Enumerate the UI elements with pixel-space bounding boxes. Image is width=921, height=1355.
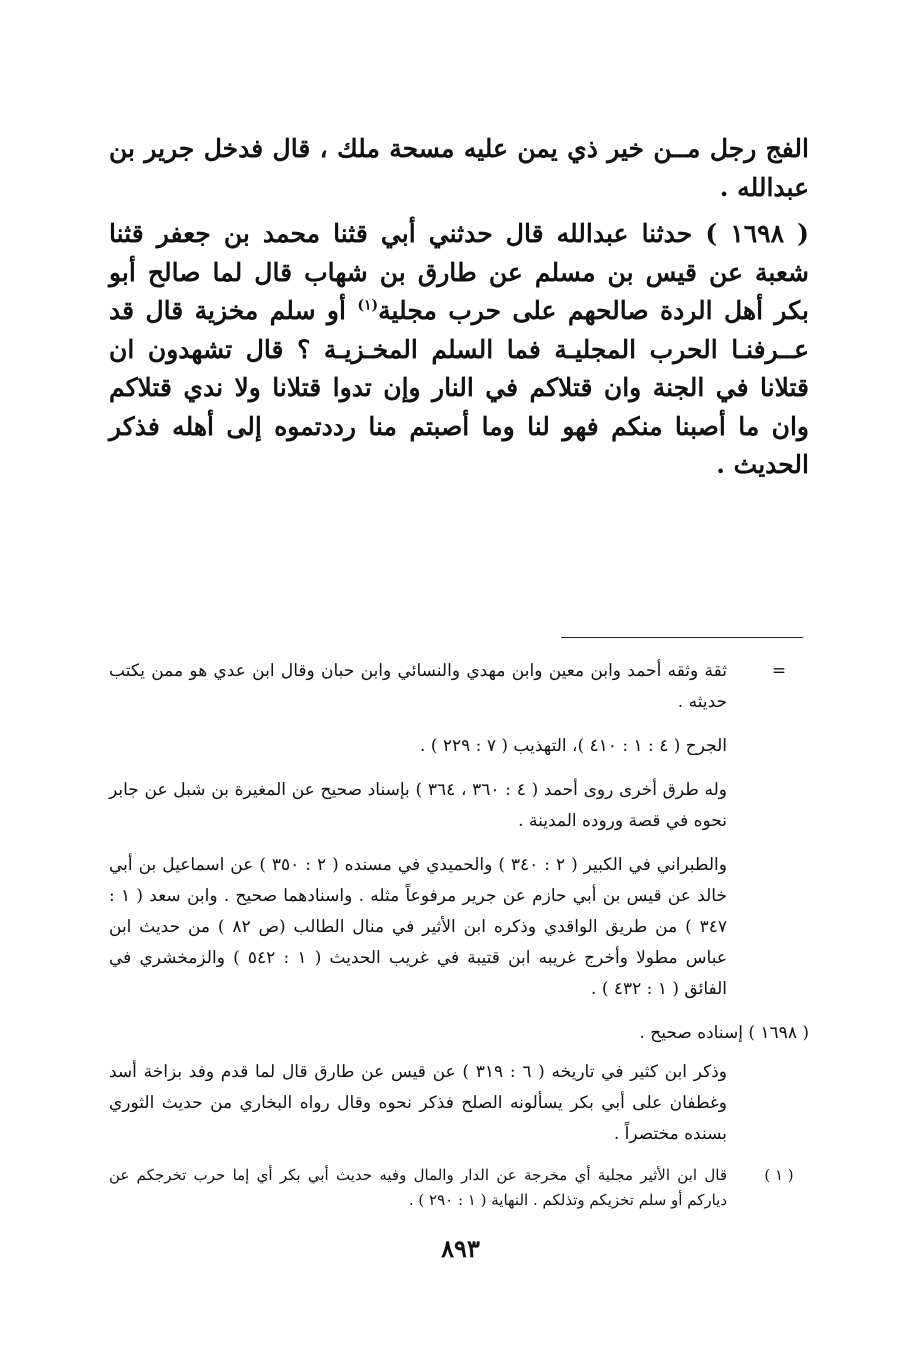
continuation-marker: = bbox=[771, 661, 787, 681]
footnote-jarh bbox=[109, 731, 809, 762]
footnote-divider bbox=[561, 637, 803, 638]
page-number: ٨٩٣ bbox=[441, 1234, 480, 1263]
footnote-reference: (١) bbox=[357, 297, 379, 314]
footnotes-block bbox=[109, 656, 809, 1226]
footnote-text: إسناده صحيح . bbox=[639, 1023, 743, 1043]
footnote-text: ثقة وثقه أحمد وابن معين وابن مهدي والنسائي وابن حبان وقال ابن عدي هو ممن يكتب حديثه . bbox=[109, 661, 727, 712]
footnote-text: وذكر ابن كثير في تاريخه ( ٦ : ٣١٩ ) عن قيس عن طارق قال لما قدم وفد بزاخة أسد وغطفان على أبي بكر يسألونه الصلح فذكر نحوه وقال رواه البخاري من حديث الثوري بسنده مختصراً . bbox=[109, 1062, 727, 1144]
hadith-paragraph bbox=[109, 215, 809, 485]
hadith-number: ( ١٦٩٨ ) bbox=[705, 219, 809, 248]
footnote-text: والطبراني في الكبير ( ٢ : ٣٤٠ ) والحميدي في مسنده ( ٢ : ٣٥٠ ) عن اسماعيل بن أبي خالد عن قيس بن أبي حازم عن جرير مرفوعاً مثله . واسنادهما صحيح . وابن سعد ( ١ : ٣٤٧ ) من طريق الواقدي وذكره ابن الأثير في منال الطالب (ص ٨٢ ) من حديث ابن عباس مطولا وأخرج غريبه ابن قتيبة في غريب الحديث ( ١ : ٥٤٢ ) والزمخشري في الفائق ( ١ : ٤٣٢ ) . bbox=[109, 855, 727, 999]
main-text-block bbox=[109, 130, 809, 485]
footnote-other-routes bbox=[109, 775, 809, 837]
footnote-isnad bbox=[109, 1018, 809, 1049]
isnad-hadith-number: ( ١٦٩٨ ) bbox=[748, 1023, 809, 1043]
hadith-text-part-2: أو سلم مخزية قال قد عــرفنـا الحرب المجليـة فما السلم المخـزيـة ؟ قال تشهدون ان قتلانا في الجنة وان قتلاكم في النار وإن تدوا قتلانا ولا ندي قتلاكم وان ما أصبنا منكم فهو لنا وما أصبتم منا رددتموه إلى أهله فذكر الحديث . bbox=[109, 296, 809, 479]
hadith-text-part-1: حدثنا عبدالله قال حدثني أبي قثنا محمد بن جعفر قثنا شعبة عن قيس بن مسلم عن طارق بن شهاب قال لما صالح أبو بكر أهل الردة صالحهم على حرب مجلية bbox=[109, 219, 809, 325]
footnote-ibn-kathir bbox=[109, 1057, 809, 1150]
continued-hadith-line: الفج رجل مــن خير ذي يمن عليه مسحة ملك ، قال فدخل جرير بن عبدالله . bbox=[109, 134, 809, 202]
footnote-1 bbox=[109, 1163, 809, 1213]
footnote-continuation bbox=[109, 656, 809, 718]
footnote-text: وله طرق أخرى روى أحمد ( ٤ : ٣٦٠ ، ٣٦٤ ) بإسناد صحيح عن المغيرة بن شبل عن جابر نحوه في قصة وروده المدينة . bbox=[109, 780, 727, 831]
footnote-text: الجرح ( ٤ : ١ : ٤١٠ )، التهذيب ( ٧ : ٢٢٩ ) . bbox=[420, 736, 727, 756]
footnote-text: قال ابن الأثير مجلية أي مخرجة عن الدار والمال وفيه حديث أبي بكر أي إما حرب تخرجكم عن دياركم أو سلم تخزيكم وتذلكم . النهاية ( ١ : ٢٩٠ ) . bbox=[109, 1166, 727, 1209]
footnote-tabarani bbox=[109, 850, 809, 1005]
footnote-1-marker: ( ١ ) bbox=[764, 1166, 794, 1184]
